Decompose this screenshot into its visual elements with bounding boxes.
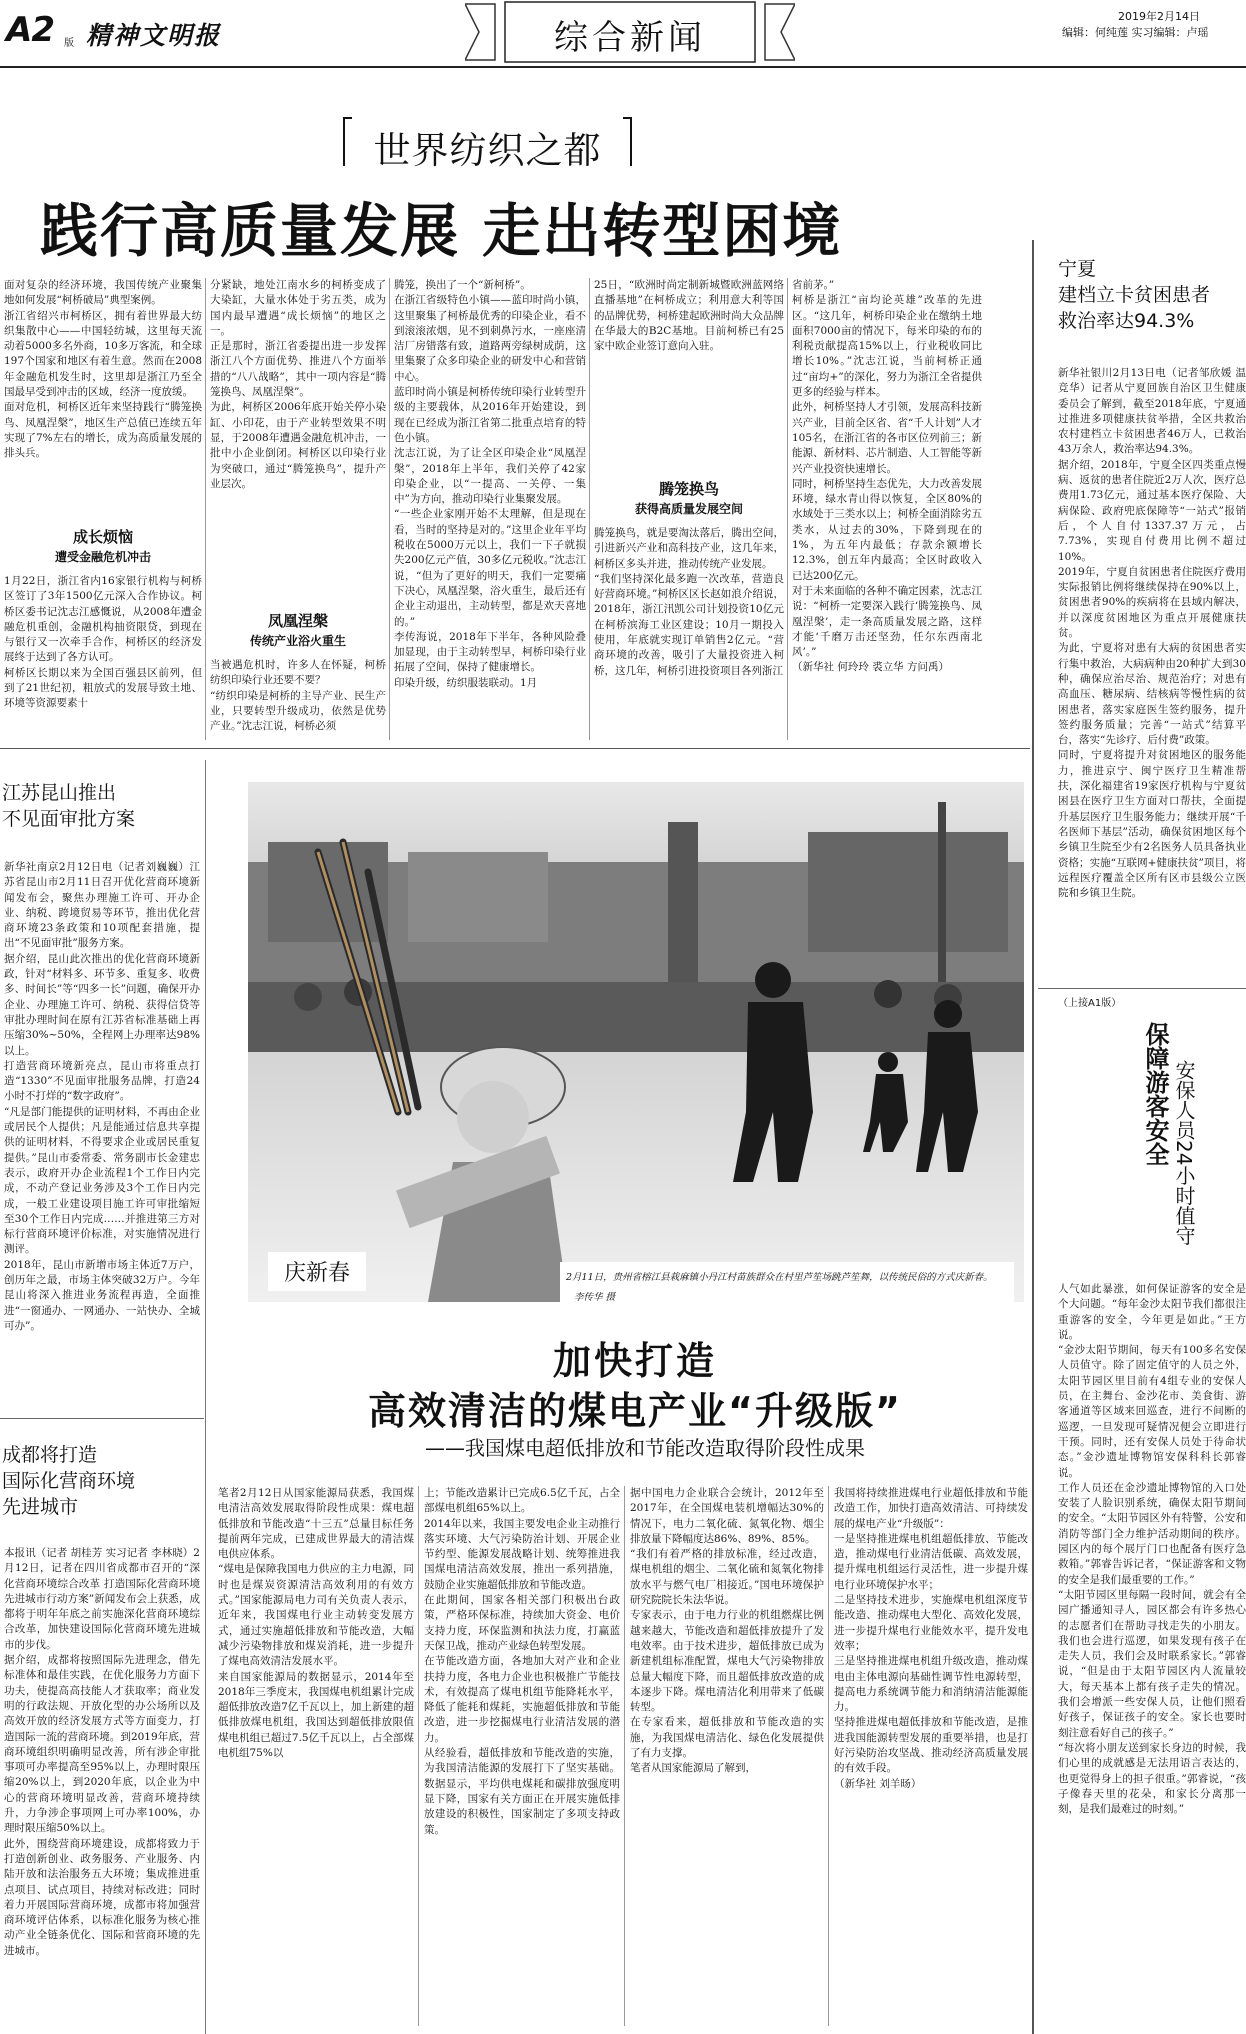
lead-headline: 践行高质量发展 走出转型困境 <box>40 197 843 265</box>
coal-column-3: 据中国电力企业联合会统计，2012年至2017年，在全国煤电装机增幅达30%的情况下，电力二氧化硫、氮氧化物、烟尘排放量下降幅度达86%、89%、85%。 “我们有着严格的排放标准，经过改造，煤电机组的烟尘、二氧化硫和氮氧化物排放水平与燃气电厂相接近。”国电环境保护研究院院长朱法华说。 专家表示，由于电力行业的机组燃煤比例越来越大，节能改造和超低排放提升了发电效率。由于技术进步，超低排放已成为新建机组标准配置，煤电大气污染物排放总量大幅度下降，而且超低排放改造的成本逐步下降。煤电清洁化利用带来了低碳转型。 在专家看来，超低排放和节能改造的实施，为我国煤电清洁化、绿色化发展提供了有力支撑。 笔者从国家能源局了解到， <box>630 1487 824 1775</box>
photo-caption-box <box>560 1262 1014 1302</box>
ningxia-headline-line-3: 救治率达94.3% <box>1058 310 1195 332</box>
lead-column-1b: 1月22日，浙江省内16家银行机构与柯桥区签订了3年1500亿元深入合作协议。柯桥区委书记沈志江感慨说，从2008年遭金融危机重创，金融机构抽资限贷，到现在与银行又一次牵手合作，柯桥区的经济发展终于达到了各方认可。 柯桥区长期以来为全国百强县区前列，但到了21世纪初，粗放式的发展导致土地、环境等资源要素十 <box>4 575 202 710</box>
lead-column-4b: 腾笼换鸟，就是要淘汰落后，腾出空间，引进新兴产业和高科技产业，这几年来，柯桥区多头并进，推动传统产业发展。 “我们坚持深化最多跑一次改革，营造良好营商环境。”柯桥区区长赵如浪介绍说，2018年，浙江汛凯公司计划投资10亿元在柯桥滨海工业区建设；10月一期投入使用，年底就实现订单销售2亿元。“营商环境的改善，吸引了大量投资进入柯桥，这几年，柯桥引进投资项目各列浙江 <box>594 527 784 677</box>
ningxia-headline-line-2: 建档立卡贫困患者 <box>1058 284 1211 306</box>
lead-kicker: 世界纺织之都 <box>373 129 602 172</box>
col-rule <box>205 278 206 740</box>
security-headline: 保障游客安全 <box>1141 1022 1169 1166</box>
coal-column-1: 笔者2月12日从国家能源局获悉，我国煤电清洁高效发展取得阶段性成果：煤电超低排放和节能改造“十三五”总量目标任务提前两年完成，已建成世界最大的清洁煤电供应体系。 “煤电是保障我国电力供应的主力电源，同时也是煤炭资源清洁高效利用的有效方式。”国家能源局电力司有关负责人表示，近年来，我国煤电行业主动转变发展方式，通过实施超低排放和节能改造，大幅减少污染物排放和煤炭消耗，进一步提升了煤电高效清洁发展水平。 来自国家能源局的数据显示，2014年至2018年三季度末，我国煤电机组累计完成超低排放改造7亿千瓦以上，加上新建的超低排放煤电机组，我国达到超低排放限值煤电机组已超过7.5亿千瓦以上，占全部煤电机组75%以 <box>218 1487 414 1760</box>
photo-caption-title: 庆新春 <box>268 1252 366 1291</box>
coal-headline-line-2: 高效清洁的煤电产业“升级版” <box>368 1389 902 1433</box>
chengdu-headline-line-1: 成都将打造 <box>2 1444 98 1466</box>
continued-from-a1: （上接A1版） <box>1058 998 1122 1009</box>
lead-subhead-4b: 获得高质量发展空间 <box>634 502 743 516</box>
section-banner <box>465 0 795 64</box>
kunshan-body: 新华社南京2月12日电（记者刘巍巍）江苏省昆山市2月11日召开优化营商环境新闻发布会，聚焦办理施工许可、开办企业、纳税、跨境贸易等环节，推出优化营商环境23条政策和10项配套措施，提出“不见面审批”服务方案。 据介绍，昆山此次推出的优化营商环境新政，针对“材料多、环节多、重复多、收费多、时间长”等“四多一长”问题，确保开办企业、办理施工许可、纳税、获得信贷等审批办理时间在原有江苏省标准基础上再压缩30%~50%，全程网上办理率达98%以上。 打造营商环境新亮点，昆山市将重点打造“1330”不见面审批服务品牌，打造24小时不打烊的“数字政府”。 “凡是部门能提供的证明材料，不再由企业或居民个人提供；凡是能通过信息共享提供的证明材料，不得要求企业或居民重复提供。”昆山市委常委、常务副市长金建忠表示，政府开办企业流程1个工作日内完成，不动产登记业务涉及3个工作日内完成，一般工业建设项目施工许可审批缩短至30个工作日内完成……并推进第三方对标行营商环境评价标准，对实施情况进行测评。 2018年，昆山市新增市场主体近7万户，创历年之最，市场主体突破32万户。今年昆山将深入推进业务流程再造，全面推进“一窗通办、一网通办、一站快办、全城可办”。 <box>4 861 200 1332</box>
lead-column-1: 面对复杂的经济环境，我国传统产业聚集地如何发展“柯桥破局”典型案例。 浙江省绍兴市柯桥区，拥有着世界最大纺织集散中心——中国轻纺城，这里每天流动着5000多名外商，10多万客流，和全球197个国家和地区有着生意。然而在2008年金融危机发生时，这里却是浙江乃至全国最早受到冲击的区域，经济一度放缓。 面对危机，柯桥区近年来坚持践行“腾笼换鸟、凤凰涅槃”，地区生产总值已连续五年实现了7%左右的增长，成为高质量发展的排头兵。 <box>4 279 202 460</box>
chengdu-headline-line-3: 先进城市 <box>2 1496 79 1518</box>
right-column-divider <box>1032 240 1034 2034</box>
col-rule <box>589 278 590 740</box>
coal-headline-line-1: 加快打造 <box>552 1339 717 1383</box>
lead-subhead-2b: 传统产业浴火重生 <box>249 634 346 648</box>
section-title: 综合新闻 <box>554 18 706 58</box>
page-number-suffix: 版 <box>64 38 74 49</box>
lead-subhead-1: 成长烦恼 <box>72 528 133 546</box>
kunshan-headline-line-2: 不见面审批方案 <box>2 808 136 830</box>
lead-subhead-4: 腾笼换鸟 <box>658 480 719 498</box>
kunshan-bottom-rule <box>0 1418 204 1419</box>
lead-bottom-rule <box>0 748 1030 749</box>
lead-column-5: 省前茅。” 柯桥是浙江“亩均论英雄”改革的先进区。“这几年，柯桥印染企业在缴纳土地面积7000亩的情况下，每米印染的布的利税贡献提高15%以上，行业税收同比增长10%。”沈志江说，当前柯桥正通过“亩均+”的深化，努力为浙江全省提供更多的经验与样本。 此外，柯桥坚持人才引领，发展高科技新兴产业，目前全区省、省“千人计划”人才105名，在浙江省的各市区位列前三；新能源、新材料、芯片制造、人工智能等新兴产业投资快速增长。 同时，柯桥坚持生态优先，大力改善发展环境，绿水青山得以恢复，全区80%的水域处于三类水以上；柯桥全面消除劣五类水，从过去的30%，下降到现在的1%，为五年内最低；存款余额增长12.3%，创五年内最高；全区时政收入已达200亿元。 对于未来面临的各种不确定因素，沈志江说：“柯桥一定要深入践行‘腾笼换鸟、凤凰涅槃’，走一条高质量发展之路，这样才能‘千磨万击还坚劲，任尔东西南北风’。” （新华社 何玲玲 裘立华 方问禹） <box>792 279 982 674</box>
coal-subhead: ——我国煤电超低排放和节能改造取得阶段性成果 <box>425 1436 865 1460</box>
ningxia-bottom-rule <box>1038 988 1246 989</box>
security-body: 人气如此暴涨，如何保证游客的安全是个大问题。“每年金沙太阳节我们都很注重游客的安全，今年更是如此。”王方说。 “金沙太阳节期间，每天有100多名安保人员值守。除了固定值守的人员之外，太阳节园区里目前有4组专业的安保人员，在主舞台、金沙花市、美食街、游客通道等区域来回巡查，进行不间断的巡逻，一旦发现可疑情况便会立即进行干预。同时，还有安保人员处于待命状态。”金沙遗址博物馆安保科科长郭睿说。 工作人员还在金沙遗址博物馆的入口处安装了人脸识别系统，确保太阳节期间的安全。“太阳节园区外有特警，公安和消防等部门全力维护活动期间的秩序。园区内的每个展厅门口也配备有医疗急救箱。”郭睿告诉记者，“保证游客和文物的安全是我们最重要的工作。” “太阳节园区里每隔一段时间，就会有全园广播通知寻人，园区都会有许多热心的志愿者们在帮助寻找走失的小朋友。我们也会进行巡逻，如果发现有孩子在走失人员，我们会及时联系家长。”郭睿说，“但是由于太阳节园区内人流量较大，每天基本上都有孩子走失的情况。我们会增派一些安保人员，让他们照看好孩子，保证孩子的安全。家长也要时刻注意看好自己的孩子。” “每次将小朋友送到家长身边的时候，我们心里的成就感是无法用语言表达的，也更觉得身上的担子很重。”郭睿说，“孩子像春天里的花朵，和家长分离那一刻，是我们最难过的时刻。” <box>1058 1283 1246 1816</box>
photo-caption: 2月11日，贵州省榕江县栽麻镇小丹江村苗族群众在村里芦笙场跳芦笙舞，以传统民俗的方式庆新春。 <box>566 1272 993 1283</box>
security-subhead: 安保人员24小时值守 <box>1172 1060 1196 1246</box>
col-rule <box>787 278 788 740</box>
kunshan-headline-line-1: 江苏昆山推出 <box>2 782 117 804</box>
photo-credit: 李传华 摄 <box>574 1292 616 1303</box>
lead-subhead-1b: 遭受金融危机冲击 <box>54 550 151 564</box>
lead-kicker-box <box>340 112 635 172</box>
kunshan-headline <box>2 780 200 832</box>
ningxia-headline-line-1: 宁夏 <box>1058 258 1097 280</box>
photo-illustration <box>248 782 1024 1302</box>
chengdu-headline-line-2: 国际化营商环境 <box>2 1470 136 1492</box>
coal-column-2: 上；节能改造累计已完成6.5亿千瓦，占全部煤电机组65%以上。 2014年以来，我国主要发电企业主动推行落实环境、大气污染防治计划、开展企业节约型、能源发展战略计划、统筹推进我国煤电清洁高效发展，推出一系列措施，鼓励企业实施超低排放和节能改造。 在此期间，国家各相关部门积极出台政策，严格环保标准，持续加大资金、电价支持力度，环保监测和执法力度，打赢蓝天保卫战，推动产业绿色转型发展。 在节能改造方面，各地加大对产业和企业扶持力度，各电力企业也积极推广节能技术，有效提高了煤电机组节能降耗水平，降低了能耗和煤耗，实施超低排放和节能改造，进一步挖掘煤电行业清洁发展的潜力。 从经验看，超低排放和节能改造的实施，为我国清洁能源的发展打下了坚实基础。数据显示，平均供电煤耗和碳排放强度明显下降，国家有关方面正在开展实施低排放建设的积极性，国家制定了多项支持政策。 <box>424 1487 620 1836</box>
col-rule <box>389 278 390 740</box>
lead-column-2: 分紧缺，地处江南水乡的柯桥变成了大染缸，大量水体处于劣五类，成为国内最早遭遇“成长烦恼”的地区之一。 正是那时，浙江省委提出进一步发挥浙江八个方面优势、推进八个方面举措的“八八战略”，其中一项内容是“腾笼换鸟、凤凰涅槃”。 为此，柯桥区2006年底开始关停小染缸、小印花，由于产业转型效果不明显，于2008年遭遇金融危机冲击，一批中小企业倒闭。柯桥区以印染行业为突破口，通过“腾笼换鸟”，提升产业层次。 <box>210 279 386 490</box>
editor-credits: 编辑：何纯莲 实习编辑：卢瑶 <box>1062 26 1209 39</box>
col-rule <box>624 1486 625 2026</box>
col-rule <box>418 1486 419 2026</box>
lead-column-4: 25日，“欧洲时尚定制新城暨欧洲蓝网络直播基地”在柯桥成立；利用意大利等国的品牌优势，柯桥建起欧洲时尚大众品牌在华最大的B2C基地。目前柯桥已有25家中欧企业签订意向入驻。 <box>594 279 784 353</box>
left-column-divider <box>205 760 206 2034</box>
page-number: A2 <box>6 10 54 50</box>
feature-photo <box>248 782 1024 1302</box>
paper-name-logo: 精神文明报 <box>86 21 222 50</box>
chengdu-body: 本报讯（记者 胡桂芳 实习记者 李林晓）2月12日，记者在四川省成都市召开的“深化营商环境综合改革 打造国际化营商环境先进城市行动方案”新闻发布会上获悉，成都将于明年年底之前实施深化营商环境综合改革，加快建设国际化营商环境先进城市的步伐。 据介绍，成都将按照国际先进理念，借先标准体和最佳实践，在优化服务力方面下功夫，使提高高技能人才获取率；商业发明的行政法规、开放化型的办公场所以及高效开放的经济发展方式等方面变力，打造国际一流的营商环境。到2019年底，营商环境组织明确明显改善，所有涉企审批事项可办率提高至95%以上，办理时限压缩20%以上，到2020年底，以企业为中心的营商环境明显改善，营商环境持续升，力争涉企事项网上可办率100%，办理时限压缩50%以上。 此外，围绕营商环境建设，成都将致力于打造创新创业、政务服务、产业服务、内陆开放和法治服务五大环境；集成推进重点项目、试点项目，持续对标改进；同时着力开展国际营商环境，成都市将加强营商环境评估体系，以标准化服务为核心推动产业全链条优化、国际和营商环境的先进城市。 <box>4 1547 200 1957</box>
col-rule <box>828 1486 829 2026</box>
lead-subhead-2: 凤凰涅槃 <box>267 612 328 630</box>
masthead-rule <box>0 66 1246 68</box>
ningxia-headline <box>1058 256 1246 334</box>
lead-column-2b: 当被遇危机时，许多人在怀疑，柯桥纺织印染行业还要不要？ “纺织印染是柯桥的主导产业、民生产业，只要转型升级成功，依然是优势产业。”沈志江说，柯桥必须 <box>210 659 386 733</box>
chengdu-headline <box>2 1442 200 1520</box>
coal-column-4: 我国将持续推进煤电行业超低排放和节能改造工作，加快打造高效清洁、可持续发展的煤电产业“升级版”： 一是坚持推进煤电机组超低排放、节能改造，推动煤电行业清洁低碳、高效发展，提升煤电机组运行灵活性，进一步提升煤电行业环境保护水平； 二是坚持技术进步，实施煤电机组深度节能改造、推动煤电大型化、高效化发展，进一步提升煤电行业能效水平，提升发电效率； 三是坚持推进煤电机组升级改造，推动煤电由主体电源向基础性调节性电源转型，提高电力系统调节能力和消纳清洁能源能力。 坚持推进煤电超低排放和节能改造，是推进我国能源转型发展的重要举措，也是打好污染防治攻坚战、推动经济高质量发展的有效手段。 （新华社 刘羊旸） <box>834 1487 1028 1790</box>
lead-column-3: 腾笼，换出了一个“新柯桥”。 在浙江省级特色小镇——蓝印时尚小镇，这里聚集了柯桥最优秀的印染企业，看不到滚滚浓烟，见不到刺鼻污水，一座座清洁厂房错落有致，道路两旁绿树成荫，这里集聚了众多印染企业的研发中心和营销中心。 蓝印时尚小镇是柯桥传统印染行业转型升级的主要载体，从2016年开始建设，到现在已经成为浙江省第二批重点培育的特色小镇。 沈志江说，为了让全区印染企业“凤凰涅槃”，2018年上半年，我们关停了42家印染企业，以“一提高、一关停、一集中”为方向，推动印染行业集聚发展。 “一些企业家刚开始不太理解，但是现在看，当时的坚持是对的。”这里企业年平均税收在5000万元以上，我们一下子就损失200亿元产值，30多亿元税收。”沈志江说，“但为了更好的明天，我们一定要痛下决心，凤凰涅槃，浴火重生，最后还有企业主动退出，主动转型，都是欢天喜地的。” 李传海说，2018年下半年，各种风险叠加显现，由于主动转型早，柯桥印染行业拓展了空间，保持了健康增长。 印染升级，纺织服装联动。1月 <box>394 279 586 689</box>
issue-date: 2019年2月14日 <box>1118 10 1200 23</box>
ningxia-body: 新华社银川2月13日电（记者邹欣媛 温竞华）记者从宁夏回族自治区卫生健康委员会了解到，截至2018年底，宁夏通过推进多项健康扶贫举措，全区共救治农村建档立卡贫困患者46万人，已救治43万余人，救治率达94.3%。 据介绍，2018年，宁夏全区四类重点慢病、返贫的患者住院近2万人次，医疗总费用1.73亿元，通过基本医疗保险、大病保险、政府兜底保障等“一站式”报销后，个人自付1337.37万元，占7.73%，实现自付费用比例不超过10%。 2019年，宁夏自贫困患者住院医疗费用实际报销比例将继续保持在90%以上，贫困患者90%的疾病将在县域内解决，并以深度贫困地区为重点开展健康扶贫。 为此，宁夏将对患有大病的贫困患者实行集中救治，大病病种由20种扩大到30种，确保应治尽治、规范治疗；对患有高血压、糖尿病、结核病等慢性病的贫困患者，落实家庭医生签约服务，提升签约服务质量；完善“一站式”结算平台，落实“先诊疗、后付费”政策。 同时，宁夏将提升对贫困地区的服务能力，推进京宁、闽宁医疗卫生精准帮扶，深化福建省19家医疗机构与宁夏贫困县在医疗卫生方面对口帮扶，全面提升基层医疗卫生服务能力；继续开展“千名医师下基层”活动，确保贫困地区每个乡镇卫生院至少有2名医务人员具备执业资格；实施“互联网+健康扶贫”项目，将远程医疗覆盖全区所有区市县级公立医院和乡镇卫生院。 <box>1058 367 1246 900</box>
